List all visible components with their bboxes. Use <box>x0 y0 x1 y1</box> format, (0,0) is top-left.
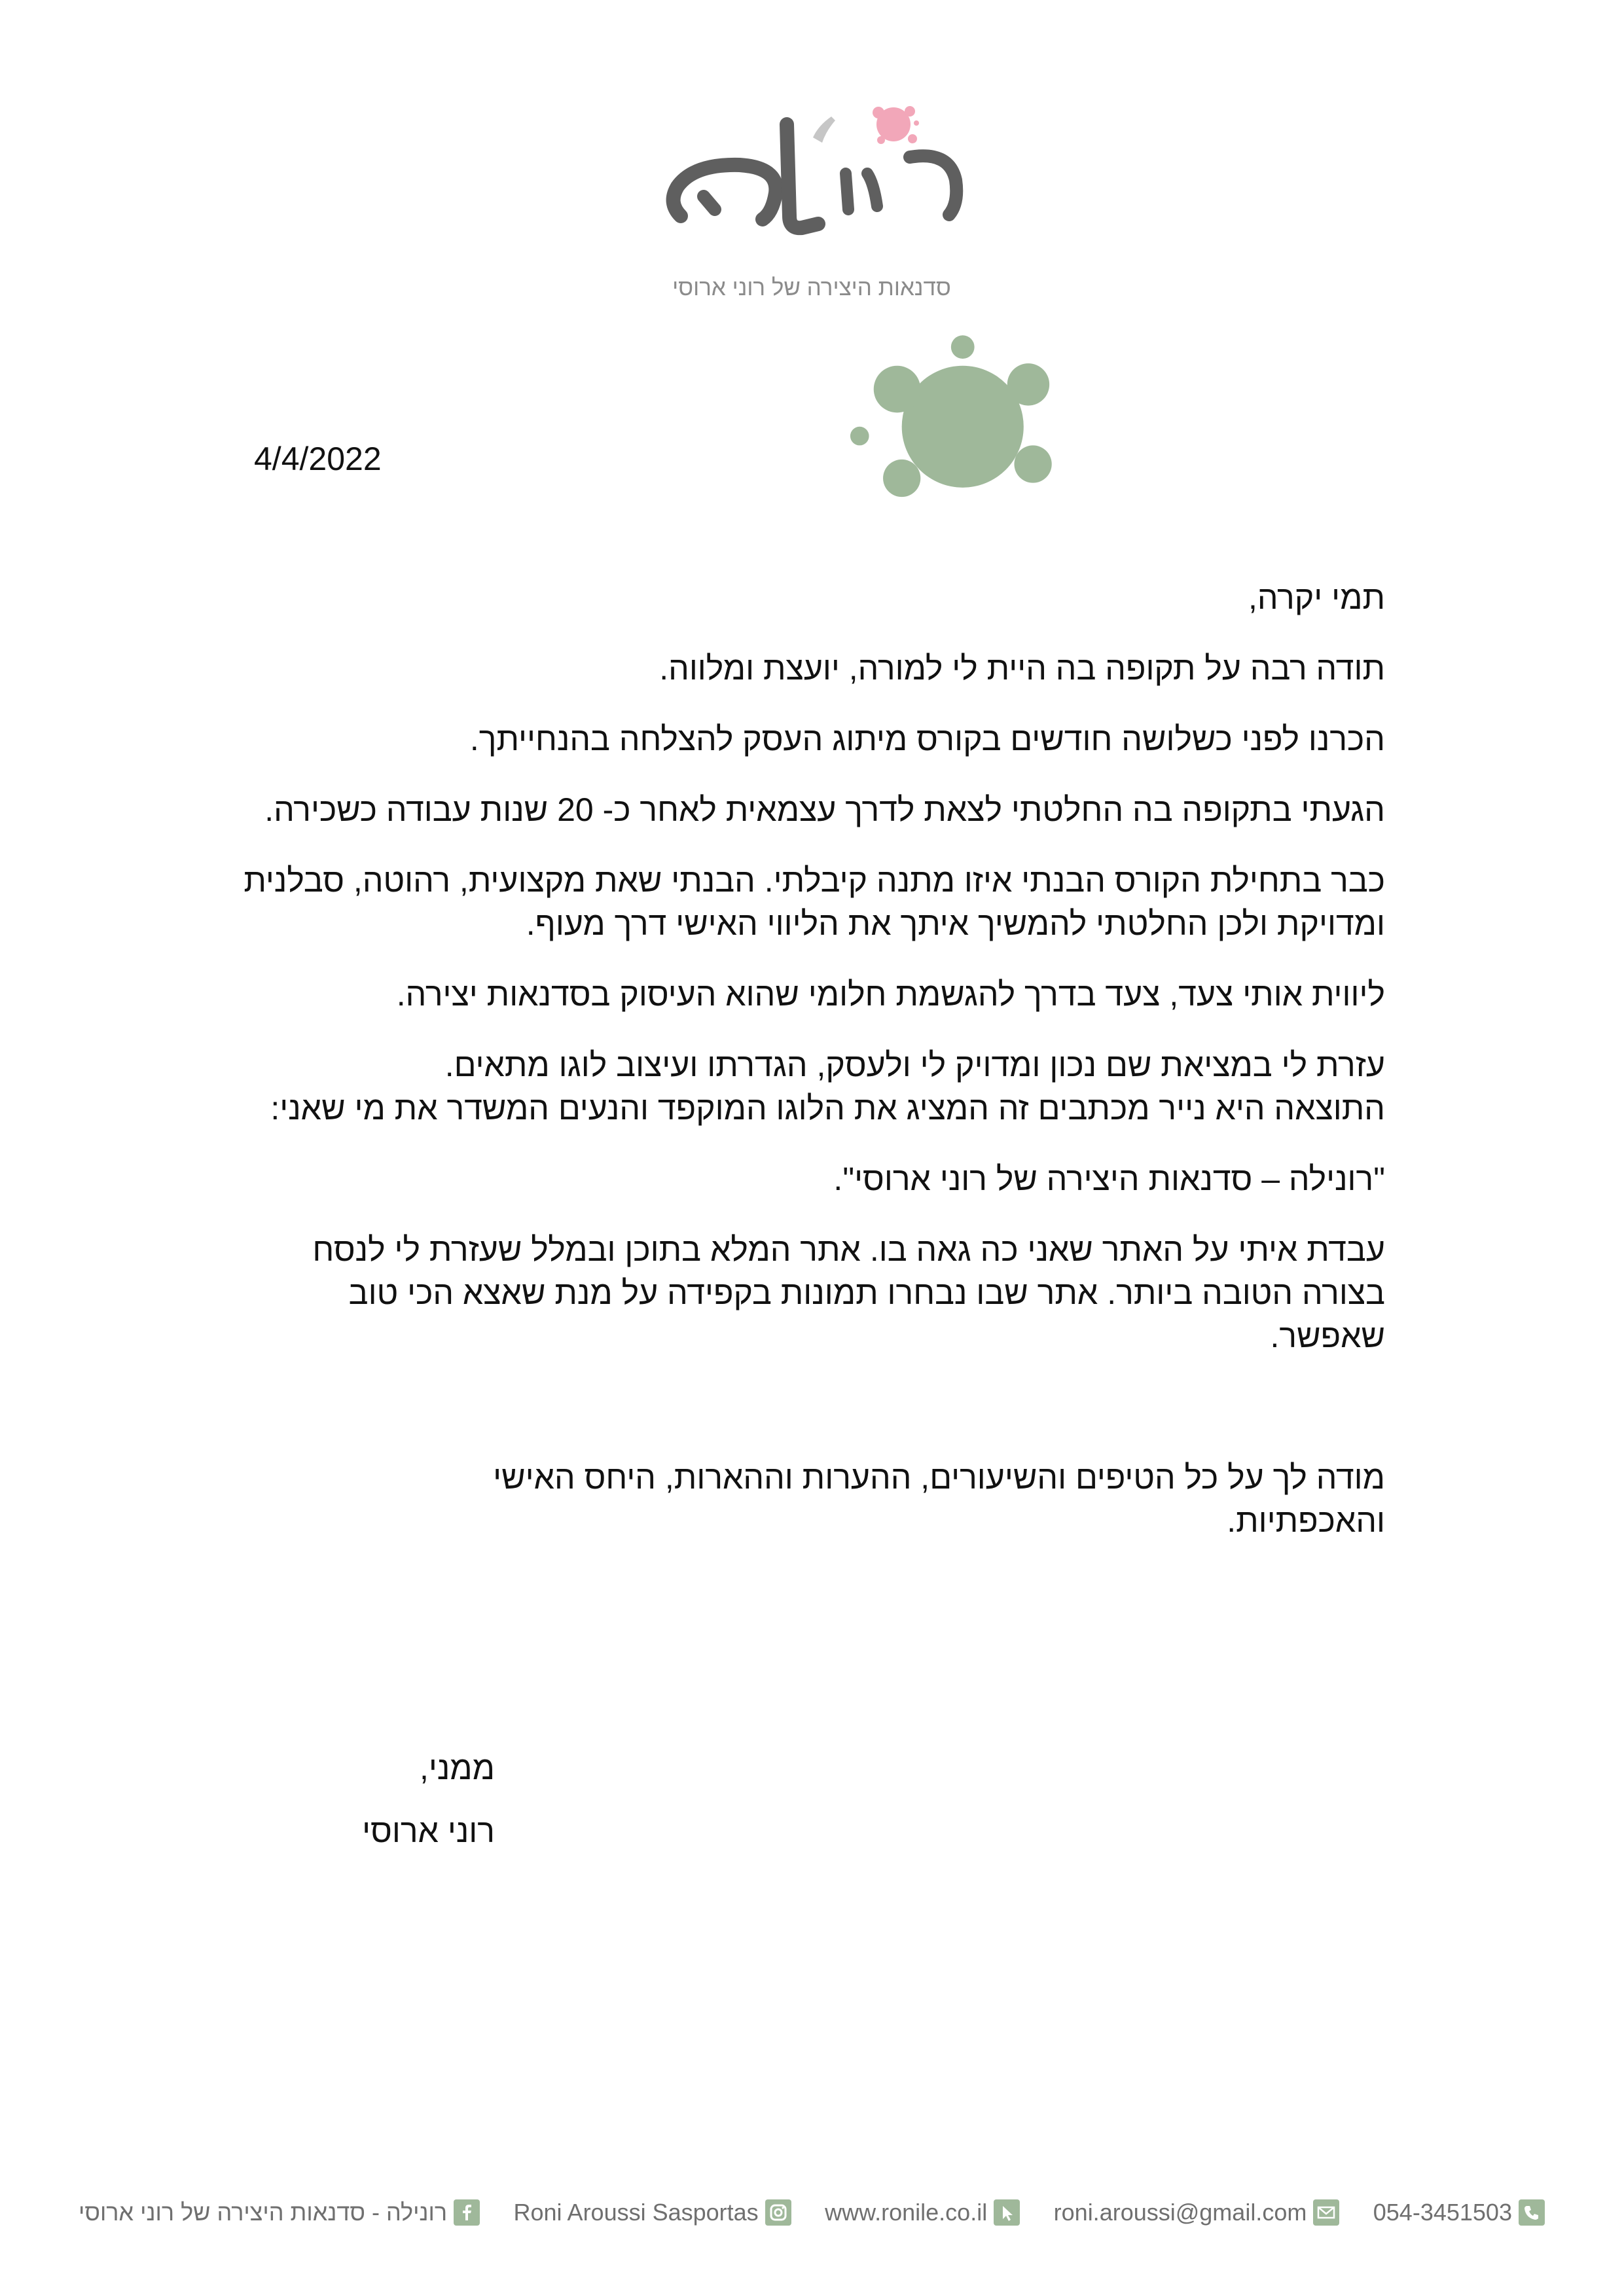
footer-facebook-text: רונילה - סדנאות היצירה של רוני ארוסי <box>79 2199 448 2226</box>
footer-email[interactable] <box>1054 2199 1340 2226</box>
instagram-icon <box>765 2199 791 2226</box>
footer-phone[interactable] <box>1373 2199 1545 2226</box>
footer-facebook[interactable] <box>79 2199 480 2226</box>
footer-phone-text: 054-3451503 <box>1373 2199 1512 2226</box>
letter-paragraph: מודה לך על כל הטיפים והשיעורים, ההערות וההארות, היחס האישי והאכפתיות. <box>493 1459 1385 1539</box>
signoff-name: רוני ארוסי <box>362 1813 495 1849</box>
letter-paragraph: "רונילה – סדנאות היצירה של רוני ארוסי". <box>833 1161 1385 1197</box>
letter-paragraph: עבדת איתי על האתר שאני כה גאה בו. אתר המלא בתוכן ובמלל שעזרת לי לנסח בצורה הטובה ביותר. אתר שבו נבחרו תמונות בקפידה על מנת שאצא הכי טוב שאפשר. <box>312 1231 1385 1354</box>
letter-paragraph: כבר בתחילת הקורס הבנתי איזו מתנה קיבלתי. הבנתי שאת מקצועית, רהוטה, סבלנית ומדויקת ולכן החלטתי להמשיך איתך את הליווי האישי דרך מעוף. <box>244 862 1385 942</box>
letter-paragraph: תודה רבה על תקופה בה היית לי למורה, יועצת ומלווה. <box>659 650 1385 687</box>
envelope-icon <box>1313 2199 1339 2226</box>
footer-email-text: roni.aroussi@gmail.com <box>1053 2199 1307 2226</box>
letter-paragraph: התוצאה היא נייר מכתבים זה המציג את הלוגו המוקפד והנעים המשדר את מי שאני: <box>270 1090 1385 1127</box>
logo-tagline: סדנאות היצירה של רוני ארוסי <box>672 275 951 300</box>
phone-icon <box>1519 2199 1545 2226</box>
cursor-click-icon <box>994 2199 1020 2226</box>
letter-paragraph: הכרנו לפני כשלושה חודשים בקורס מיתוג העסק להצלחה בהנחייתך. <box>469 721 1385 757</box>
letter-paragraph: עזרת לי במציאת שם נכון ומדויק לי ולעסק, הגדרתו ועיצוב לוגו מתאים. <box>444 1047 1385 1083</box>
letter-paragraph: הגעתי בתקופה בה החלטתי לצאת לדרך עצמאית לאחר כ- 20 שנות עבודה כשכירה. <box>264 791 1385 828</box>
logo-wordmark-graphic <box>641 52 982 275</box>
footer-website-text: www.ronile.co.il <box>825 2199 988 2226</box>
letter-body <box>233 576 1385 1542</box>
signoff-closing: ממני, <box>419 1750 495 1786</box>
green-splash-icon <box>785 314 1126 537</box>
footer-website[interactable] <box>825 2199 1020 2226</box>
signoff <box>362 1746 495 1852</box>
footer-instagram[interactable] <box>514 2199 791 2226</box>
letter-paragraph: ליווית אותי צעד, צעד בדרך להגשמת חלומי שהוא העיסוק בסדנאות יצירה. <box>396 976 1385 1013</box>
letter-date: 4/4/2022 <box>254 441 382 477</box>
logo <box>641 52 982 380</box>
footer-instagram-text: Roni Aroussi Sasportas <box>513 2199 759 2226</box>
footer-contact-bar <box>79 2193 1545 2232</box>
facebook-icon <box>454 2199 480 2226</box>
letter-greeting: תמי יקרה, <box>1248 579 1385 616</box>
